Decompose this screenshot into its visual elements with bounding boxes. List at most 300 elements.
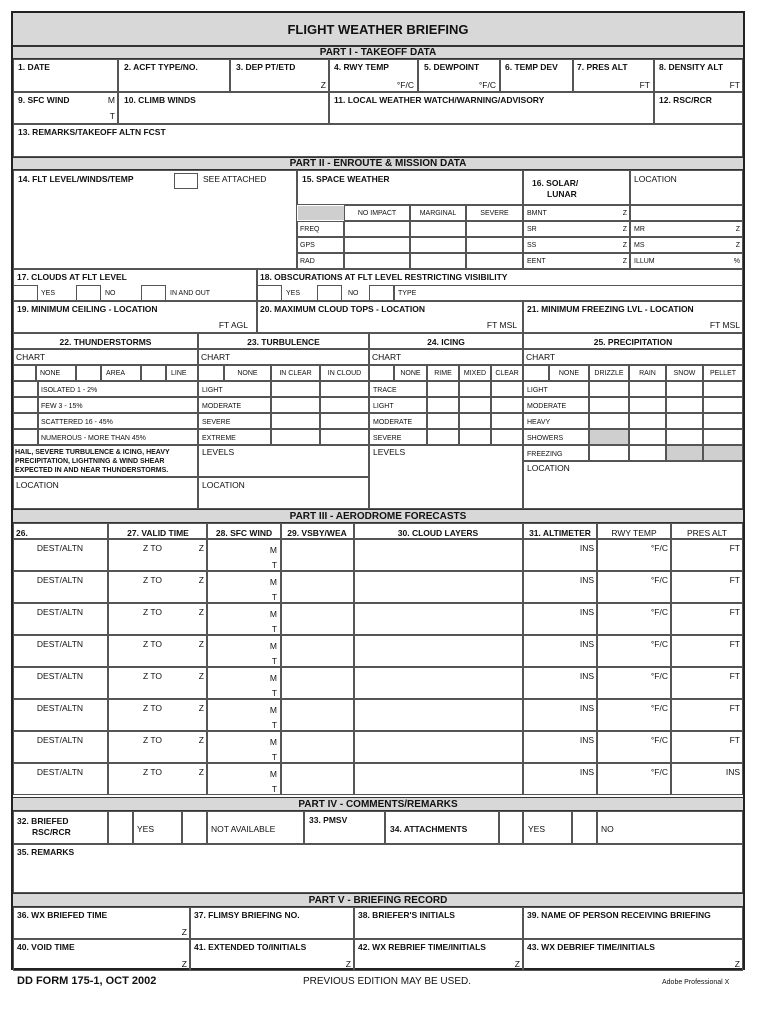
density-alt-label: 8. DENSITY ALT	[659, 62, 724, 72]
altimeter-unit: INS	[579, 703, 594, 713]
aerodrome-vsby-cell[interactable]	[281, 571, 354, 603]
icing-cell[interactable]	[491, 381, 523, 397]
wx-briefed-time-label: 36. WX BRIEFED TIME	[17, 910, 108, 920]
thunderstorms-opt-area: AREA	[106, 370, 126, 377]
precipitation-cell[interactable]	[666, 397, 703, 413]
aerodrome-vsby-cell[interactable]	[281, 763, 354, 795]
aerodrome-cloud-cell[interactable]	[354, 635, 523, 667]
vsby-label: 29. VSBY/WEA	[287, 528, 347, 538]
dewpoint-label: 5. DEWPOINT	[424, 62, 480, 72]
thunderstorms-chart-label: CHART	[16, 352, 46, 362]
obscurations-checkbox-2[interactable]	[369, 285, 394, 301]
lunar-label: LUNAR	[547, 189, 577, 199]
aerodrome-wind-cell[interactable]	[207, 635, 281, 667]
aerodrome-vsby-cell[interactable]	[281, 539, 354, 571]
precipitation-cell[interactable]	[589, 397, 629, 413]
turbulence-levels-label: LEVELS	[202, 447, 235, 457]
pres-alt-unit: FT	[729, 703, 740, 713]
turbulence-cell[interactable]	[271, 381, 320, 397]
precipitation-na-border	[589, 429, 629, 445]
icing-row-label: MODERATE	[373, 419, 413, 426]
precipitation-label: 25. PRECIPITATION	[593, 337, 673, 347]
form-title: FLIGHT WEATHER BRIEFING	[13, 13, 743, 46]
debrief-time-label: 43. WX DEBRIEF TIME/INITIALS	[527, 942, 655, 952]
aerodrome-vsby-cell[interactable]	[281, 635, 354, 667]
icing-row-label: SEVERE	[373, 435, 402, 442]
thunderstorms-checkbox[interactable]	[13, 429, 38, 445]
icing-cell[interactable]	[427, 381, 459, 397]
extended-to-unit: Z	[345, 959, 351, 969]
thunderstorms-row-label: NUMEROUS - MORE THAN 45%	[41, 435, 146, 442]
wind-m: M	[269, 737, 277, 747]
precipitation-cell[interactable]	[629, 429, 666, 445]
obscuration-type-field[interactable]	[394, 285, 743, 301]
valid-time-z-to: Z TO	[142, 575, 162, 585]
climb-winds-label: 10. CLIMB WINDS	[124, 95, 196, 105]
lunar-row-label: MS	[634, 242, 645, 249]
precipitation-chart-row[interactable]	[523, 349, 743, 365]
min-freezing-unit: FT MSL	[709, 320, 740, 330]
turbulence-cell[interactable]	[271, 397, 320, 413]
aerodrome-wind-cell[interactable]	[207, 763, 281, 795]
aerodrome-cloud-cell[interactable]	[354, 667, 523, 699]
pmsv-label: 33. PMSV	[309, 815, 348, 825]
precipitation-cell[interactable]	[589, 413, 629, 429]
altimeter-unit: INS	[579, 575, 594, 585]
clouds-opt-yes: YES	[41, 290, 56, 297]
thunderstorms-checkbox[interactable]	[13, 397, 38, 413]
valid-time-z-to: Z TO	[142, 703, 162, 713]
rebrief-time-unit: Z	[514, 959, 520, 969]
rwy-temp-col-label: RWY TEMP	[611, 528, 657, 538]
icing-cell[interactable]	[427, 413, 459, 429]
clouds-opt-no: NO	[105, 290, 116, 297]
part1-header: PART I - TAKEOFF DATA	[13, 46, 743, 59]
precipitation-cell[interactable]	[703, 413, 743, 429]
solar-label: 16. SOLAR/	[532, 178, 579, 188]
wind-t: T	[271, 656, 277, 666]
precipitation-cell[interactable]	[666, 413, 703, 429]
altimeter-unit: INS	[579, 607, 594, 617]
lunar-row-1[interactable]	[630, 237, 743, 253]
turbulence-row-label: EXTREME	[202, 435, 236, 442]
pres-alt-unit: FT	[729, 639, 740, 649]
precipitation-row-label: FREEZING	[527, 451, 563, 458]
remarks-field[interactable]	[13, 844, 743, 893]
briefed-na-label: NOT AVAILABLE	[211, 824, 276, 834]
turbulence-row-label: SEVERE	[202, 419, 231, 426]
clouds-checkbox-0[interactable]	[13, 285, 38, 301]
clouds-checkbox-2[interactable]	[141, 285, 166, 301]
flimsy-briefing-no-label: 37. FLIMSY BRIEFING NO.	[194, 910, 300, 920]
aerodrome-wind-cell[interactable]	[207, 699, 281, 731]
wind-t: T	[271, 688, 277, 698]
sfc-wind-m: M	[107, 95, 115, 105]
min-ceiling-unit: FT AGL	[218, 320, 248, 330]
precipitation-row-label: HEAVY	[527, 419, 551, 426]
part5-header: PART V - BRIEFING RECORD	[13, 893, 743, 907]
wind-m: M	[269, 641, 277, 651]
thunderstorms-note-line: EXPECTED IN AND NEAR THUNDERSTORMS.	[15, 467, 169, 474]
see-attached-label: SEE ATTACHED	[203, 174, 267, 184]
wind-m: M	[269, 609, 277, 619]
thunderstorms-opt-none: NONE	[40, 370, 61, 377]
part4-header: PART IV - COMMENTS/REMARKS	[13, 797, 743, 811]
space-weather-cell[interactable]	[344, 253, 410, 269]
dep-pt-label: 3. DEP PT/ETD	[236, 62, 296, 72]
icing-col-label: CLEAR	[495, 370, 519, 377]
software-note: Adobe Professional X	[662, 979, 730, 986]
precipitation-cell[interactable]	[629, 445, 666, 461]
space-weather-row-label: GPS	[300, 242, 315, 249]
rwy-temp-label: 4. RWY TEMP	[334, 62, 389, 72]
icing-cell[interactable]	[427, 429, 459, 445]
valid-time-z: Z	[198, 671, 204, 681]
icing-col-label: NONE	[400, 370, 421, 377]
icing-label: 24. ICING	[427, 337, 465, 347]
thunderstorms-label: 22. THUNDERSTORMS	[59, 337, 152, 347]
attachments-yes-label: YES	[528, 824, 546, 834]
debrief-time-unit: Z	[734, 959, 740, 969]
thunderstorms-opt-cell-2[interactable]	[76, 365, 101, 381]
lunar-row-unit: Z	[735, 226, 740, 233]
solar-row-unit: Z	[622, 210, 627, 217]
dest-altn-label: DEST/ALTN	[36, 671, 84, 681]
space-weather-cell[interactable]	[466, 237, 523, 253]
icing-col-label: MIXED	[463, 370, 487, 377]
pres-alt-unit: FT	[729, 543, 740, 553]
aerodrome-wind-cell[interactable]	[207, 667, 281, 699]
briefed-na-checkbox[interactable]	[182, 811, 207, 844]
pres-alt-unit: FT	[729, 575, 740, 585]
precipitation-cell[interactable]	[666, 381, 703, 397]
precipitation-row-label: LIGHT	[527, 387, 548, 394]
briefers-initials-label: 38. BRIEFER'S INITIALS	[358, 910, 455, 920]
aerodrome-wind-cell[interactable]	[207, 731, 281, 763]
valid-time-z: Z	[198, 607, 204, 617]
aerodrome-wind-cell[interactable]	[207, 603, 281, 635]
thunderstorms-row-label: ISOLATED 1 - 2%	[41, 387, 98, 394]
obscurations-opt-yes: YES	[286, 290, 301, 297]
turbulence-cell[interactable]	[271, 429, 320, 445]
aerodrome-vsby-cell[interactable]	[281, 731, 354, 763]
briefed-yes-label: YES	[137, 824, 155, 834]
wind-t: T	[271, 624, 277, 634]
thunderstorms-opt-line: LINE	[171, 370, 187, 377]
clouds-checkbox-1[interactable]	[76, 285, 101, 301]
aerodrome-cloud-cell[interactable]	[354, 603, 523, 635]
obscurations-opt-no: NO	[348, 290, 359, 297]
altimeter-unit: INS	[579, 639, 594, 649]
obscurations-opt-type: TYPE	[398, 290, 417, 297]
obscurations-label: 18. OBSCURATIONS AT FLT LEVEL RESTRICTING VISIBILITY	[260, 272, 508, 282]
turbulence-cell[interactable]	[320, 429, 369, 445]
thunderstorms-location-label: LOCATION	[16, 480, 59, 490]
space-weather-col-label: SEVERE	[480, 210, 509, 217]
icing-cell[interactable]	[459, 397, 491, 413]
valid-time-z: Z	[198, 767, 204, 777]
max-cloud-tops-label: 20. MAXIMUM CLOUD TOPS - LOCATION	[260, 304, 425, 314]
local-weather-label: 11. LOCAL WEATHER WATCH/WARNING/ADVISORY	[334, 95, 545, 105]
obscurations-checkbox-1[interactable]	[317, 285, 342, 301]
space-weather-cell[interactable]	[410, 237, 466, 253]
aerodrome-vsby-cell[interactable]	[281, 667, 354, 699]
space-weather-label: 15. SPACE WEATHER	[302, 174, 390, 184]
solar-row-unit: Z	[622, 226, 627, 233]
aerodrome-cloud-cell[interactable]	[354, 763, 523, 795]
rwy-temp-unit: °F/C	[650, 607, 668, 617]
rwy-temp-unit: °F/C	[650, 767, 668, 777]
wx-briefed-time-unit: Z	[181, 927, 187, 937]
pres-alt-unit: INS	[725, 767, 740, 777]
pres-alt-label: 7. PRES ALT	[577, 62, 628, 72]
solar-row-label: BMNT	[527, 210, 547, 217]
turbulence-chart-label: CHART	[201, 352, 231, 362]
max-cloud-tops-unit: FT MSL	[486, 320, 517, 330]
wind-t: T	[271, 752, 277, 762]
icing-cell[interactable]	[459, 381, 491, 397]
flt-level-field[interactable]	[13, 170, 297, 269]
rsc-rcr-sub-label: RSC/RCR	[32, 827, 71, 837]
pres-alt-unit: FT	[729, 607, 740, 617]
space-weather-cell[interactable]	[466, 253, 523, 269]
icing-col-label: RIME	[434, 370, 452, 377]
attachments-yes-checkbox[interactable]	[499, 811, 523, 844]
extended-to-label: 41. EXTENDED TO/INITIALS	[194, 942, 307, 952]
solar-blank	[630, 205, 743, 221]
rwy-temp-unit: °F/C	[650, 639, 668, 649]
icing-cell[interactable]	[491, 397, 523, 413]
remarks-takeoff-label: 13. REMARKS/TAKEOFF ALTN FCST	[18, 127, 166, 137]
icing-cell[interactable]	[459, 429, 491, 445]
valid-time-label: 27. VALID TIME	[127, 528, 189, 538]
wind-m: M	[269, 705, 277, 715]
precipitation-cell[interactable]	[589, 381, 629, 397]
precipitation-chart-label: CHART	[526, 352, 556, 362]
aerodrome-vsby-cell[interactable]	[281, 603, 354, 635]
solar-row-unit: Z	[622, 242, 627, 249]
space-weather-cell[interactable]	[344, 221, 410, 237]
rwy-temp-unit: °F/C	[650, 543, 668, 553]
turbulence-col-label: IN CLEAR	[279, 370, 312, 377]
space-weather-cell[interactable]	[466, 221, 523, 237]
dest-altn-label: DEST/ALTN	[36, 607, 84, 617]
valid-time-z-to: Z TO	[142, 607, 162, 617]
dest-altn-label: DEST/ALTN	[36, 735, 84, 745]
receiver-name-label: 39. NAME OF PERSON RECEIVING BRIEFING	[527, 910, 711, 920]
pres-alt-col-label: PRES ALT	[687, 528, 727, 538]
turbulence-cell[interactable]	[320, 413, 369, 429]
icing-levels-label: LEVELS	[373, 447, 406, 457]
space-weather-row-label: FREQ	[300, 226, 320, 233]
dep-pt-unit: Z	[320, 80, 326, 90]
precipitation-row-label: SHOWERS	[527, 435, 564, 442]
pres-alt-unit: FT	[729, 671, 740, 681]
thunderstorms-opt-cell-4[interactable]	[141, 365, 166, 381]
dest-altn-label: DEST/ALTN	[36, 575, 84, 585]
precipitation-col-label: PELLET	[709, 370, 737, 377]
precipitation-na-border	[703, 445, 743, 461]
precipitation-col-label: NONE	[558, 370, 580, 377]
precipitation-cell[interactable]	[666, 429, 703, 445]
solar-row-2[interactable]	[523, 237, 630, 253]
precipitation-cell[interactable]	[629, 381, 666, 397]
precipitation-cell[interactable]	[703, 397, 743, 413]
flt-level-label: 14. FLT LEVEL/WINDS/TEMP	[18, 174, 134, 184]
space-weather-row-label: RAD	[300, 258, 315, 265]
rwy-temp-unit: °F/C	[650, 735, 668, 745]
valid-time-z-to: Z TO	[142, 671, 162, 681]
pres-alt-unit: FT	[639, 80, 650, 90]
aerodrome-cloud-cell[interactable]	[354, 571, 523, 603]
attachments-no-cell	[597, 811, 743, 844]
precipitation-cell[interactable]	[629, 397, 666, 413]
briefed-label: 32. BRIEFED	[17, 816, 69, 826]
dest-altn-label: DEST/ALTN	[36, 639, 84, 649]
dest-altn-label: DEST/ALTN	[36, 703, 84, 713]
obscurations-checkbox-0[interactable]	[257, 285, 282, 301]
turbulence-row-label: LIGHT	[202, 387, 223, 394]
turbulence-location-label: LOCATION	[202, 480, 245, 490]
valid-time-z: Z	[198, 639, 204, 649]
precipitation-cell[interactable]	[629, 413, 666, 429]
see-attached-checkbox[interactable]	[174, 173, 198, 189]
aerodrome-col-26-label: 26.	[16, 528, 28, 538]
rwy-temp-unit: °F/C	[396, 80, 414, 90]
part3-header: PART III - AERODROME FORECASTS	[13, 509, 743, 523]
location-16-label: LOCATION	[634, 174, 677, 184]
precipitation-col-label: DRIZZLE	[594, 370, 624, 377]
wind-m: M	[269, 577, 277, 587]
aerodrome-cloud-cell[interactable]	[354, 539, 523, 571]
precipitation-na-border	[666, 445, 703, 461]
solar-row-1[interactable]	[523, 221, 630, 237]
precipitation-location-label: LOCATION	[527, 463, 570, 473]
turbulence-row-label: MODERATE	[202, 403, 242, 410]
altimeter-unit: INS	[579, 735, 594, 745]
lunar-row-0[interactable]	[630, 221, 743, 237]
lunar-row-label: ILLUM	[634, 258, 655, 265]
attachments-no-checkbox[interactable]	[572, 811, 597, 844]
precipitation-row-label: MODERATE	[527, 403, 567, 410]
precipitation-cell[interactable]	[589, 445, 629, 461]
min-ceiling-label: 19. MINIMUM CEILING - LOCATION	[17, 304, 158, 314]
valid-time-z: Z	[198, 735, 204, 745]
valid-time-z-to: Z TO	[142, 767, 162, 777]
wind-t: T	[271, 592, 277, 602]
space-weather-col-label: MARGINAL	[419, 210, 457, 217]
aerodrome-cloud-cell[interactable]	[354, 731, 523, 763]
part2-header: PART II - ENROUTE & MISSION DATA	[13, 157, 743, 170]
thunderstorms-checkbox[interactable]	[13, 381, 38, 397]
aerodrome-wind-cell[interactable]	[207, 539, 281, 571]
space-weather-cell[interactable]	[344, 237, 410, 253]
icing-cell[interactable]	[427, 397, 459, 413]
valid-time-z: Z	[198, 703, 204, 713]
altimeter-unit: INS	[579, 543, 594, 553]
altimeter-unit: INS	[579, 671, 594, 681]
valid-time-z: Z	[198, 543, 204, 553]
aerodrome-cloud-cell[interactable]	[354, 699, 523, 731]
icing-row-label: TRACE	[373, 387, 397, 394]
turbulence-col-label: NONE	[237, 370, 258, 377]
clouds-flt-level-label: 17. CLOUDS AT FLT LEVEL	[17, 272, 127, 282]
date-label: 1. DATE	[18, 62, 50, 72]
solar-row-label: SS	[527, 242, 537, 249]
remarks-label: 35. REMARKS	[17, 847, 75, 857]
dewpoint-unit: °F/C	[478, 80, 496, 90]
turbulence-cell[interactable]	[320, 397, 369, 413]
rwy-temp-unit: °F/C	[650, 671, 668, 681]
thunderstorms-checkbox[interactable]	[13, 413, 38, 429]
density-alt-unit: FT	[729, 80, 740, 90]
wind-m: M	[269, 769, 277, 779]
turbulence-cell[interactable]	[320, 381, 369, 397]
aerodrome-vsby-cell[interactable]	[281, 699, 354, 731]
thunderstorms-opt-cell-0[interactable]	[13, 365, 36, 381]
rsc-rcr-label: 12. RSC/RCR	[659, 95, 712, 105]
sfc-wind-label: 9. SFC WIND	[18, 95, 70, 105]
solar-row-label: SR	[527, 226, 537, 233]
turbulence-col-label: IN CLOUD	[327, 370, 362, 377]
thunderstorms-row-label: SCATTERED 16 - 45%	[41, 419, 113, 426]
lunar-row-label: MR	[634, 226, 645, 233]
dest-altn-label: DEST/ALTN	[36, 543, 84, 553]
lunar-row-unit: %	[733, 258, 740, 265]
solar-row-unit: Z	[622, 258, 627, 265]
rebrief-time-label: 42. WX REBRIEF TIME/INITIALS	[358, 942, 486, 952]
space-weather-cell[interactable]	[410, 221, 466, 237]
turbulence-cell[interactable]	[271, 413, 320, 429]
precipitation-cell[interactable]	[703, 429, 743, 445]
rwy-temp-unit: °F/C	[650, 575, 668, 585]
wind-t: T	[271, 784, 277, 794]
temp-dev-label: 6. TEMP DEV	[505, 62, 558, 72]
altimeter-unit: INS	[579, 767, 594, 777]
icing-row-label: LIGHT	[373, 403, 394, 410]
precipitation-col-label: RAIN	[639, 370, 656, 377]
precipitation-col-label: SNOW	[673, 370, 696, 377]
void-time-label: 40. VOID TIME	[17, 942, 75, 952]
wind-t: T	[271, 560, 277, 570]
attachments-no-label: NO	[601, 824, 614, 834]
space-weather-cell[interactable]	[410, 253, 466, 269]
icing-cell[interactable]	[459, 413, 491, 429]
sfc-wind-col-label: 28. SFC WIND	[215, 528, 273, 538]
clouds-opt-inout: IN AND OUT	[170, 290, 211, 297]
acft-type-label: 2. ACFT TYPE/NO.	[124, 62, 198, 72]
sfc-wind-t: T	[109, 111, 115, 121]
valid-time-z-to: Z TO	[142, 735, 162, 745]
dest-altn-label: DEST/ALTN	[36, 767, 84, 777]
solar-row-label: EENT	[527, 258, 546, 265]
icing-cell[interactable]	[491, 413, 523, 429]
void-time-unit: Z	[181, 959, 187, 969]
icing-cell[interactable]	[491, 429, 523, 445]
aerodrome-wind-cell[interactable]	[207, 571, 281, 603]
valid-time-z-to: Z TO	[142, 639, 162, 649]
briefed-yes-checkbox[interactable]	[108, 811, 133, 844]
form-number: DD FORM 175-1, OCT 2002	[17, 975, 157, 987]
icing-chart-label: CHART	[372, 352, 402, 362]
cloud-layers-label: 30. CLOUD LAYERS	[397, 528, 479, 538]
thunderstorms-row-label: FEW 3 - 15%	[41, 403, 83, 410]
valid-time-z-to: Z TO	[142, 543, 162, 553]
edition-note: PREVIOUS EDITION MAY BE USED.	[303, 976, 471, 987]
precipitation-cell[interactable]	[703, 381, 743, 397]
thunderstorms-note-line: PRECIPITATION, LIGHTNING & WIND SHEAR	[15, 458, 165, 465]
turbulence-label: 23. TURBULENCE	[247, 337, 320, 347]
